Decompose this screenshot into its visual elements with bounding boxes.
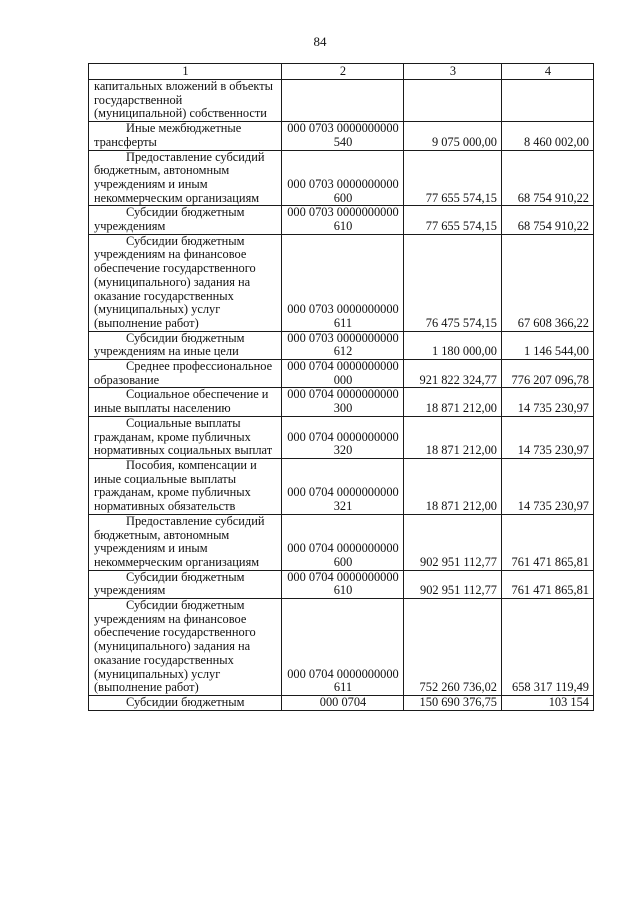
row-value-col4-cell: 68 754 910,22 [502, 206, 594, 234]
row-name-cell: Субсидии бюджетным учреждениям [89, 570, 282, 598]
table-row [89, 695, 594, 710]
row-code-cell: 000 0704 0000000000 600 [282, 514, 404, 570]
header-cell-2: 2 [282, 64, 404, 80]
table-row [89, 360, 594, 388]
table-row [89, 331, 594, 359]
row-value-col4-cell: 67 608 366,22 [502, 234, 594, 331]
row-value-col4-cell: 8 460 002,00 [502, 122, 594, 150]
table-row [89, 388, 594, 416]
row-value-col3-cell: 77 655 574,15 [404, 150, 502, 206]
row-value-col3-cell: 150 690 376,75 [404, 695, 502, 710]
table-row [89, 570, 594, 598]
row-value-col4-cell: 14 735 230,97 [502, 416, 594, 458]
row-code-cell: 000 0704 0000000000 611 [282, 599, 404, 696]
row-value-col3-cell: 18 871 212,00 [404, 458, 502, 514]
row-name-cell: Предоставление субсидий бюджетным, автономным учреждениям и иным некоммерческим организациям [89, 150, 282, 206]
table-row [89, 599, 594, 696]
table-row [89, 80, 594, 122]
row-name-cell: капитальных вложений в объекты государственной (муниципальной) собственности [89, 80, 282, 122]
row-code-cell: 000 0703 0000000000 611 [282, 234, 404, 331]
row-value-col3-cell: 18 871 212,00 [404, 416, 502, 458]
row-name-cell: Субсидии бюджетным учреждениям на финансовое обеспечение государственного (муниципального) задания на оказание государственных (муниципальных) услуг (выполнение работ) [89, 599, 282, 696]
table-row [89, 150, 594, 206]
row-code-cell: 000 0703 0000000000 600 [282, 150, 404, 206]
row-value-col3-cell: 902 951 112,77 [404, 514, 502, 570]
row-name-cell: Субсидии бюджетным учреждениям [89, 206, 282, 234]
table-row [89, 458, 594, 514]
row-name-cell: Иные межбюджетные трансферты [89, 122, 282, 150]
row-code-cell: 000 0704 [282, 695, 404, 710]
row-value-col3-cell: 1 180 000,00 [404, 331, 502, 359]
row-value-col3-cell: 76 475 574,15 [404, 234, 502, 331]
table-row [89, 234, 594, 331]
row-name-cell: Субсидии бюджетным [89, 695, 282, 710]
row-name-cell: Субсидии бюджетным учреждениям на иные цели [89, 331, 282, 359]
row-name-cell: Социальное обеспечение и иные выплаты населению [89, 388, 282, 416]
row-name-cell: Пособия, компенсации и иные социальные выплаты гражданам, кроме публичных нормативных обязательств [89, 458, 282, 514]
row-value-col3-cell [404, 80, 502, 122]
row-value-col3-cell: 921 822 324,77 [404, 360, 502, 388]
row-name-cell: Предоставление субсидий бюджетным, автономным учреждениям и иным некоммерческим организациям [89, 514, 282, 570]
row-value-col4-cell: 68 754 910,22 [502, 150, 594, 206]
row-value-col4-cell: 761 471 865,81 [502, 514, 594, 570]
row-code-cell: 000 0704 0000000000 320 [282, 416, 404, 458]
row-code-cell: 000 0703 0000000000 610 [282, 206, 404, 234]
row-value-col4-cell: 14 735 230,97 [502, 458, 594, 514]
row-name-cell: Среднее профессиональное образование [89, 360, 282, 388]
row-value-col4-cell: 1 146 544,00 [502, 331, 594, 359]
row-code-cell: 000 0703 0000000000 612 [282, 331, 404, 359]
row-value-col4-cell: 761 471 865,81 [502, 570, 594, 598]
row-value-col4-cell: 776 207 096,78 [502, 360, 594, 388]
header-cell-4: 4 [502, 64, 594, 80]
row-code-cell: 000 0704 0000000000 300 [282, 388, 404, 416]
table-row [89, 514, 594, 570]
header-row [89, 64, 594, 80]
row-value-col3-cell: 18 871 212,00 [404, 388, 502, 416]
row-value-col3-cell: 902 951 112,77 [404, 570, 502, 598]
row-name-cell: Субсидии бюджетным учреждениям на финансовое обеспечение государственного (муниципального) задания на оказание государственных (муниципальных) услуг (выполнение работ) [89, 234, 282, 331]
budget-table [88, 63, 594, 711]
row-code-cell: 000 0704 0000000000 321 [282, 458, 404, 514]
page-number: 84 [313, 34, 327, 49]
table-row [89, 206, 594, 234]
row-value-col4-cell [502, 80, 594, 122]
row-value-col3-cell: 77 655 574,15 [404, 206, 502, 234]
table-row [89, 416, 594, 458]
table-row [89, 122, 594, 150]
header-cell-3: 3 [404, 64, 502, 80]
row-name-cell: Социальные выплаты гражданам, кроме публичных нормативных социальных выплат [89, 416, 282, 458]
header-cell-1: 1 [89, 64, 282, 80]
row-code-cell: 000 0704 0000000000 000 [282, 360, 404, 388]
row-code-cell [282, 80, 404, 122]
row-value-col4-cell: 103 154 [502, 695, 594, 710]
row-value-col4-cell: 658 317 119,49 [502, 599, 594, 696]
row-code-cell: 000 0704 0000000000 610 [282, 570, 404, 598]
row-value-col3-cell: 9 075 000,00 [404, 122, 502, 150]
row-value-col4-cell: 14 735 230,97 [502, 388, 594, 416]
row-value-col3-cell: 752 260 736,02 [404, 599, 502, 696]
row-code-cell: 000 0703 0000000000 540 [282, 122, 404, 150]
